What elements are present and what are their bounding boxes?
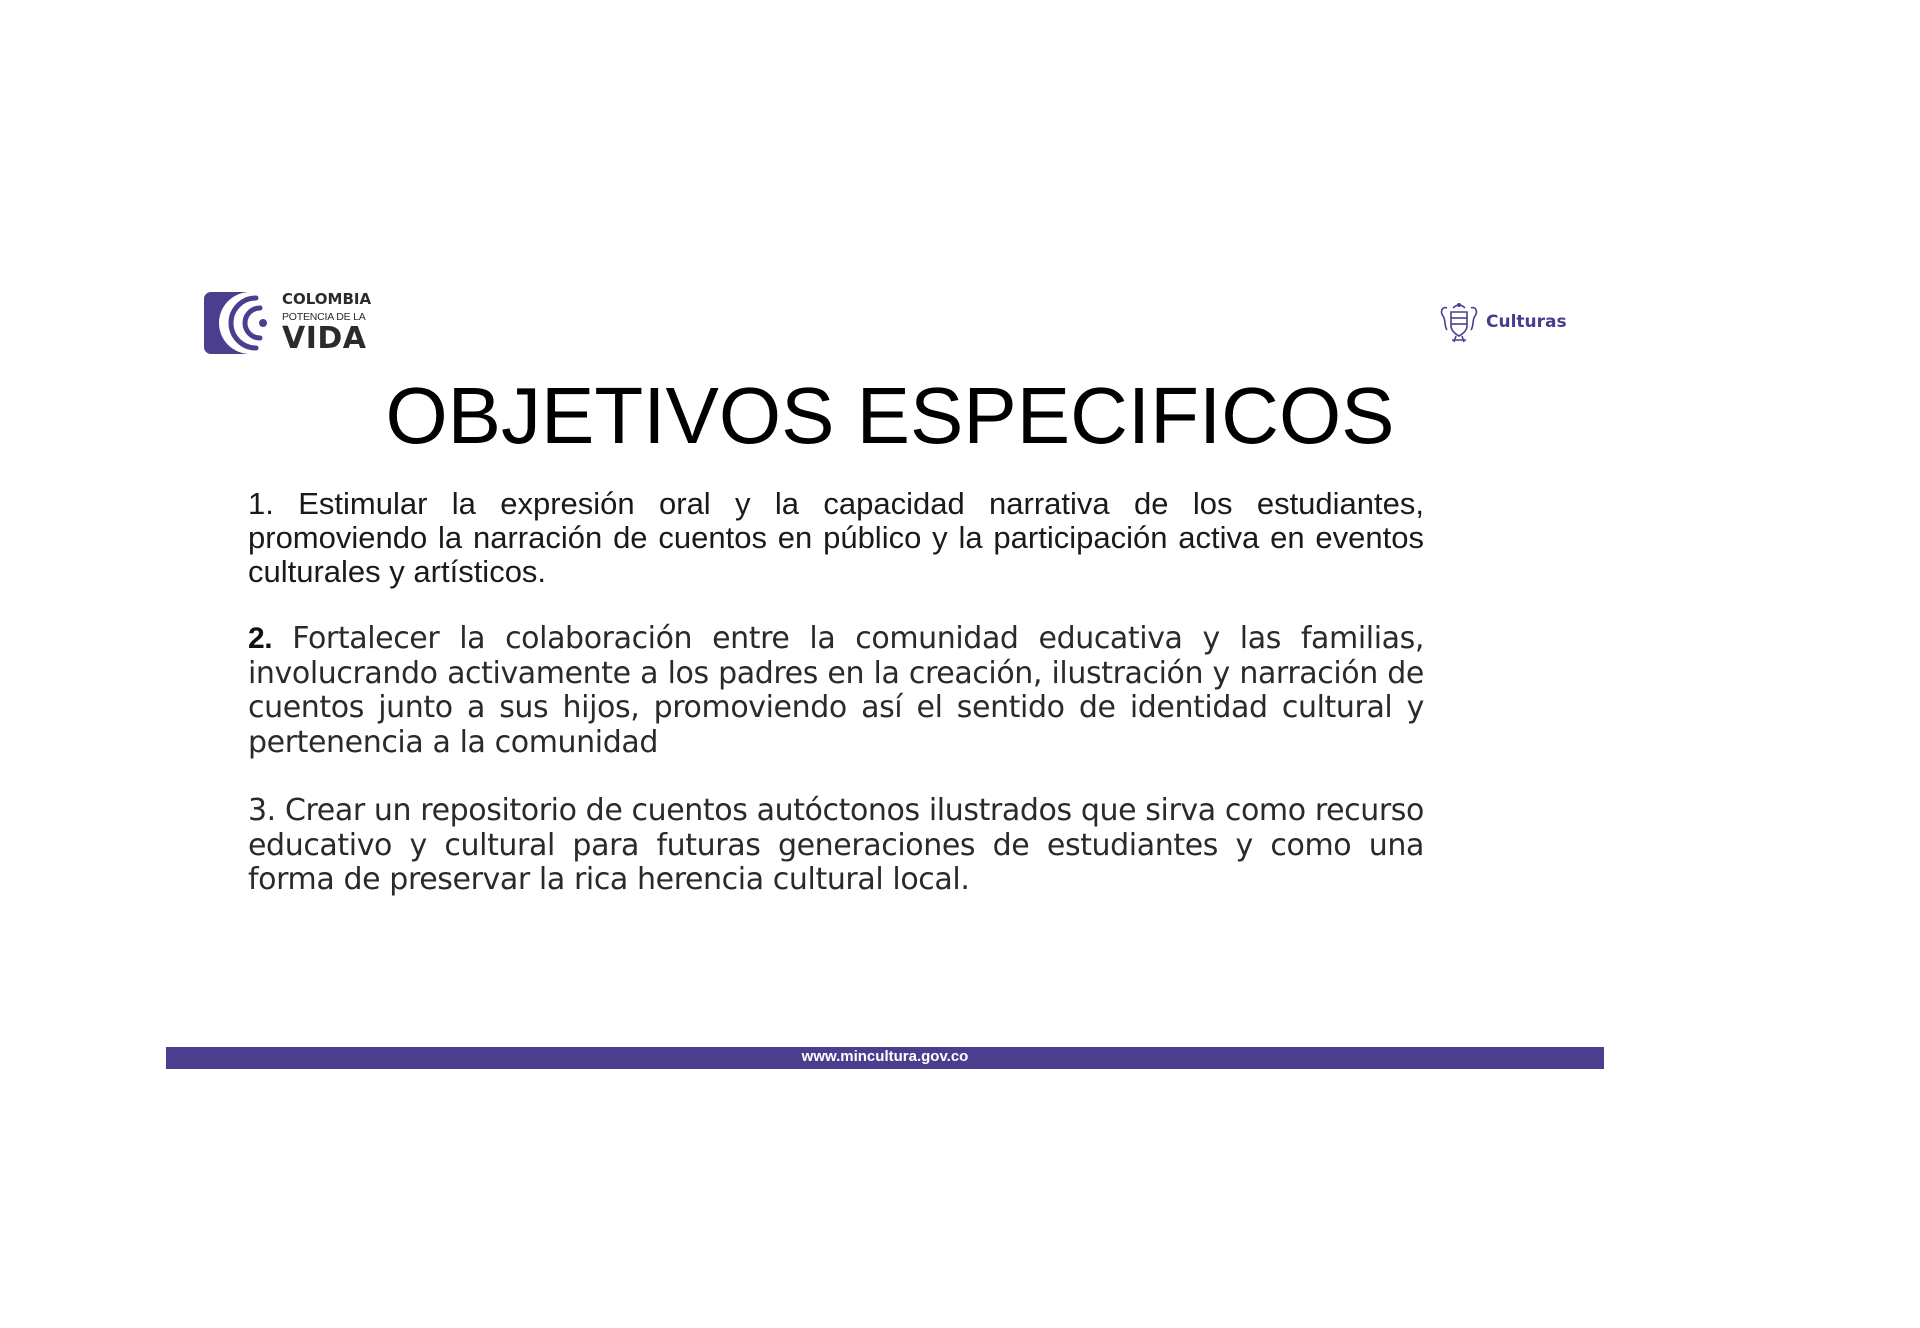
- objective-3: [248, 794, 1424, 898]
- colombia-potencia-logo-icon: [204, 292, 268, 354]
- objective-number: 2.: [248, 622, 273, 655]
- objective-1: [248, 487, 1424, 589]
- objective-text: Fortalecer la colaboración entre la comunidad educativa y las familias, involucrando activamente a los padres en la creación, ilustración y narración de cuentos junto a sus hijos, promoviendo así el sentido de identidad cultural y pertenencia a la comunidad: [248, 621, 1424, 760]
- logo-text-colombia: COLOMBIA: [282, 290, 372, 308]
- culturas-label: Culturas: [1486, 312, 1567, 332]
- logo-text-potencia: POTENCIA DE LA: [282, 311, 366, 323]
- footer-url: www.mincultura.gov.co: [801, 1048, 969, 1065]
- colombia-potencia-de-la-vida-logo: [204, 290, 394, 356]
- objective-2: [248, 622, 1424, 760]
- objective-number: 3.: [248, 793, 276, 828]
- culturas-logo: [1438, 300, 1578, 344]
- logo-text-vida: VIDA: [282, 321, 367, 356]
- footer-bar: [166, 1047, 1604, 1069]
- objective-text: Crear un repositorio de cuentos autóctonos ilustrados que sirva como recurso educativo y cultural para futuras generaciones de estudiantes y como una forma de preservar la rica herencia cultural local.: [248, 793, 1424, 897]
- slide-title: OBJETIVOS ESPECIFICOS: [385, 371, 1395, 460]
- objective-text: Estimular la expresión oral y la capacidad narrativa de los estudiantes, promoviendo la narración de cuentos en público y la participación activa en eventos culturales y artísticos.: [248, 486, 1424, 589]
- objectives-list: [248, 487, 1424, 898]
- coat-of-arms-icon: [1438, 300, 1480, 344]
- objective-number: 1.: [248, 486, 274, 521]
